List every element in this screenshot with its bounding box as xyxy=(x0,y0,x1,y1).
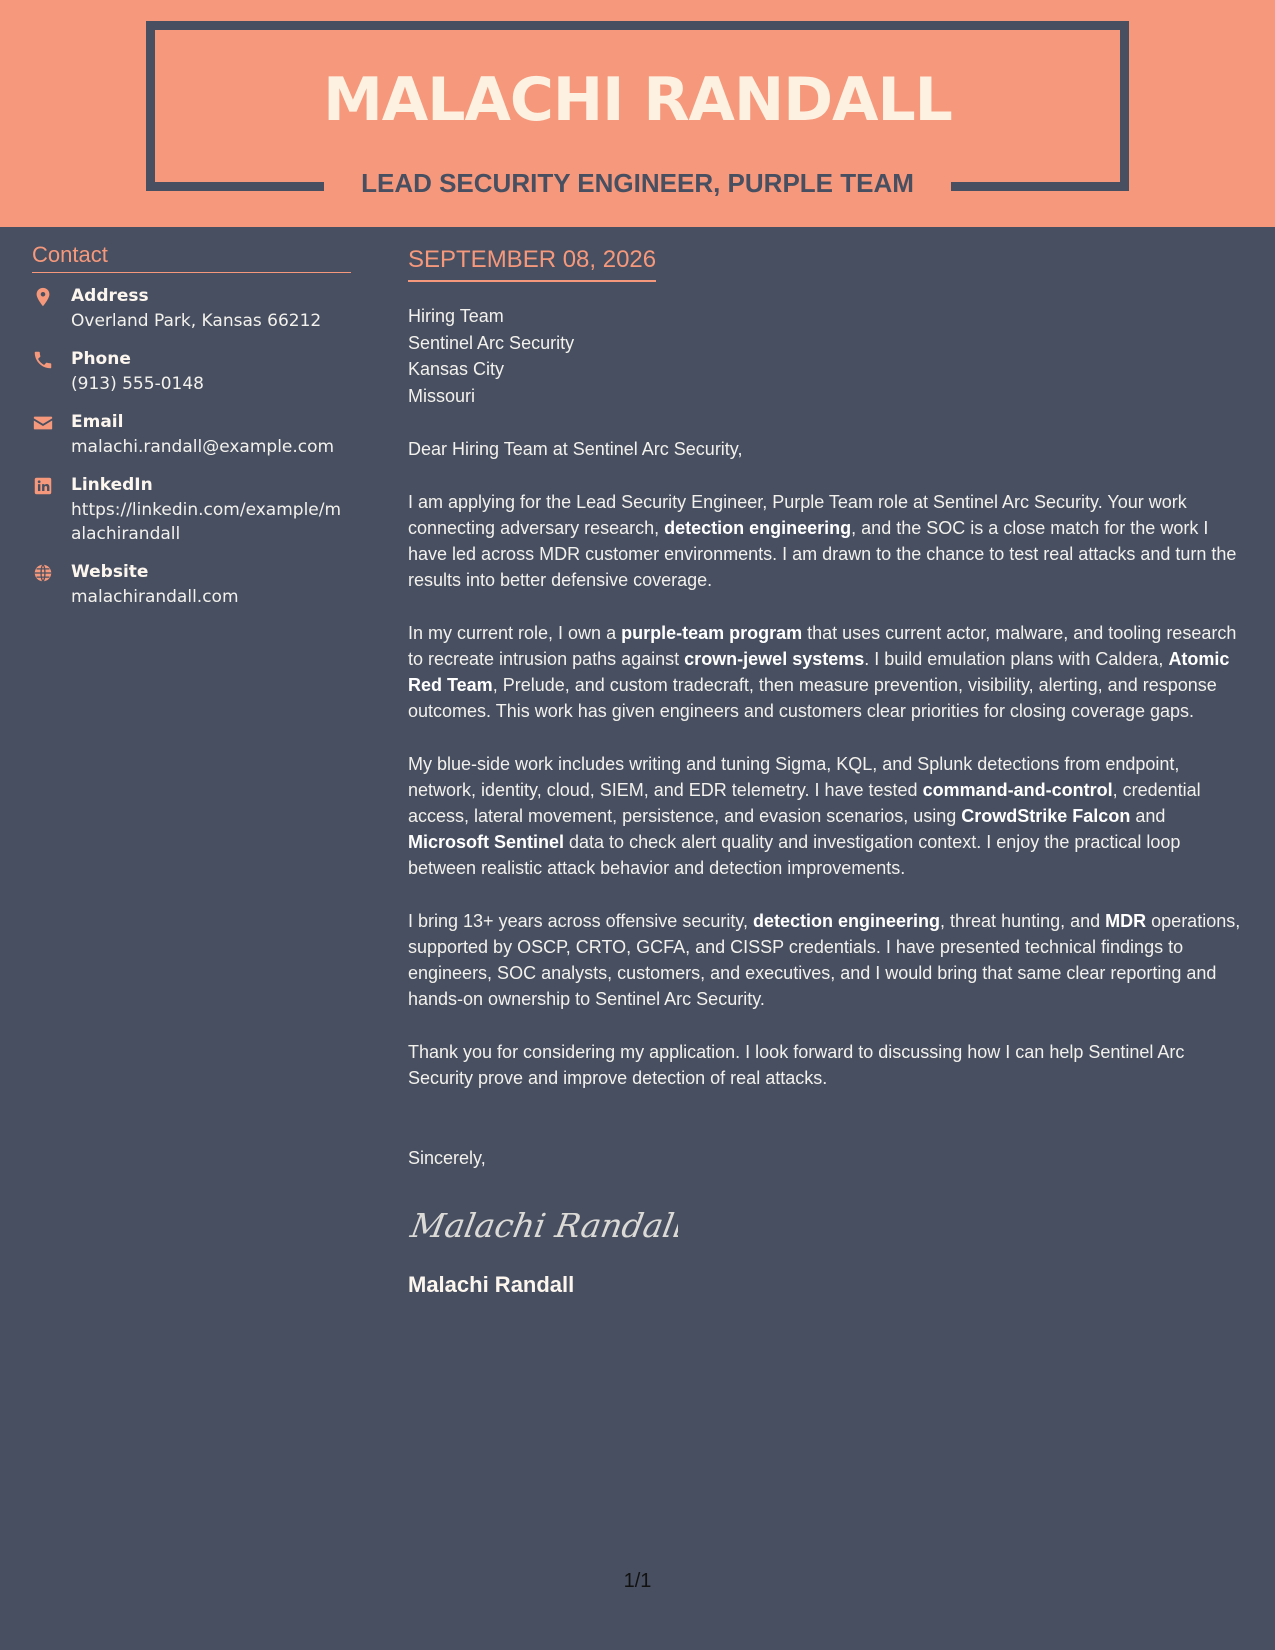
emphasis-text: crown-jewel systems xyxy=(684,649,865,669)
contact-item-linkedin xyxy=(32,473,351,546)
salutation: Dear Hiring Team at Sentinel Arc Security, xyxy=(408,439,743,459)
letter-date: SEPTEMBER 08, 2026 xyxy=(408,245,656,282)
envelope-icon xyxy=(32,412,54,434)
globe-icon xyxy=(32,562,54,584)
candidate-name: MALACHI RANDALL xyxy=(323,65,952,135)
signature-image xyxy=(408,1199,678,1249)
address-value: Overland Park, Kansas 66212 xyxy=(71,311,322,331)
paragraph-text: operations, supported by OSCP, CRTO, GCFA, and CISSP credentials. I have presented technical findings to engineers, SOC analysts, customers, and executives, and I would bring that same clear reporting and hands-on ownership to Sentinel Arc Security. xyxy=(408,911,1241,1009)
body-paragraph xyxy=(408,489,1248,593)
paragraph-text: . I build emulation plans with Caldera, xyxy=(864,649,1169,669)
paragraph-text: , credential access, lateral movement, persistence, and evasion scenarios, using xyxy=(408,780,1201,826)
contact-label: LinkedIn xyxy=(71,475,153,495)
linkedin-value[interactable]: https://linkedin.com/example/malachirandall xyxy=(71,500,342,544)
body-paragraph xyxy=(408,1039,1248,1091)
linkedin-icon xyxy=(32,475,54,497)
contact-item-website xyxy=(32,560,351,609)
body-paragraph xyxy=(408,908,1248,1012)
email-value[interactable]: malachi.randall@example.com xyxy=(71,437,335,457)
emphasis-text: MDR xyxy=(1105,911,1147,931)
emphasis-text: detection engineering xyxy=(753,911,941,931)
paragraph-text: , threat hunting, and xyxy=(940,911,1106,931)
location-pin-icon xyxy=(32,286,54,308)
recipient-line: Kansas City xyxy=(408,359,505,379)
paragraph-text: data to check alert quality and investigation context. I enjoy the practical loop between realistic attack behavior and detection improvements. xyxy=(408,832,1181,878)
paragraph-text: I bring 13+ years across offensive security, xyxy=(408,911,753,931)
letter-paragraphs xyxy=(408,489,1248,1091)
phone-value: (913) 555-0148 xyxy=(71,374,204,394)
paragraph-text: , and the SOC is a close match for the work I have led across MDR customer environments. I am drawn to the chance to test real attacks and turn the results into better defensive coverage. xyxy=(408,518,1237,590)
contact-item-address xyxy=(32,284,351,333)
header-banner xyxy=(0,0,1275,227)
paragraph-text: I am applying for the Lead Security Engineer, Purple Team role at Sentinel Arc Security. Your work connecting adversary research, xyxy=(408,492,1187,538)
contact-heading: Contact xyxy=(32,240,351,273)
paragraph-text: My blue-side work includes writing and tuning Sigma, KQL, and Splunk detections from endpoint, network, identity, cloud, SIEM, and EDR telemetry. I have tested xyxy=(408,754,1180,800)
recipient-line: Sentinel Arc Security xyxy=(408,332,575,353)
paragraph-text: Thank you for considering my application. I look forward to discussing how I can help Sentinel Arc Security prove and improve detection of real attacks. xyxy=(408,1042,1185,1088)
job-title: LEAD SECURITY ENGINEER, PURPLE TEAM xyxy=(361,168,914,198)
contact-label: Phone xyxy=(71,349,131,369)
contact-label: Website xyxy=(71,562,149,582)
paragraph-text: , Prelude, and custom tradecraft, then measure prevention, visibility, alerting, and response outcomes. This work has given engineers and customers clear priorities for closing coverage gaps. xyxy=(408,675,1217,721)
recipient-line: Missouri xyxy=(408,385,476,406)
emphasis-text: Microsoft Sentinel xyxy=(408,832,565,852)
emphasis-text: command-and-control xyxy=(922,780,1113,800)
emphasis-text: purple-team program xyxy=(621,623,803,643)
signer-name: Malachi Randall xyxy=(408,1272,575,1297)
emphasis-text: CrowdStrike Falcon xyxy=(961,806,1131,826)
paragraph-text: that uses current actor, malware, and tooling research to recreate intrusion paths against xyxy=(408,623,1237,669)
website-value[interactable]: malachirandall.com xyxy=(71,587,239,607)
page-number: 1/1 xyxy=(623,1570,652,1592)
emphasis-text: detection engineering xyxy=(664,518,852,538)
contact-label: Email xyxy=(71,412,124,432)
recipient-line: Hiring Team xyxy=(408,306,504,326)
paragraph-text: In my current role, I own a xyxy=(408,623,622,643)
phone-icon xyxy=(32,349,54,371)
contact-label: Address xyxy=(71,286,149,306)
contact-item-email xyxy=(32,410,351,459)
letter-body xyxy=(408,245,1248,1300)
paragraph-text: and xyxy=(1130,806,1166,826)
signature-text: Malachi Randall xyxy=(408,1206,678,1245)
body-paragraph xyxy=(408,620,1248,724)
closing: Sincerely, xyxy=(408,1148,486,1168)
body-paragraph xyxy=(408,751,1248,881)
contact-sidebar xyxy=(32,240,351,609)
contact-item-phone xyxy=(32,347,351,396)
recipient-block xyxy=(408,303,1248,409)
emphasis-text: Atomic Red Team xyxy=(408,649,1230,695)
